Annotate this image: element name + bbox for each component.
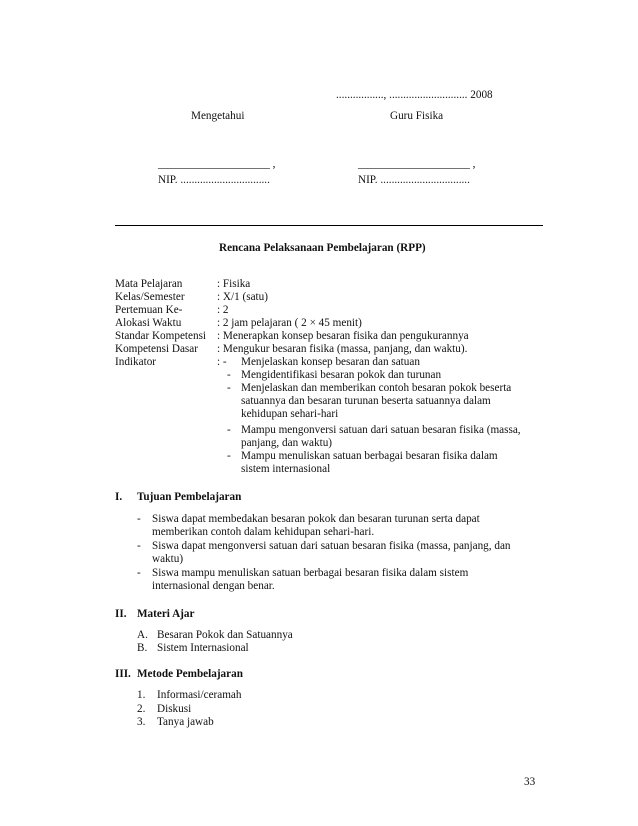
info-value: : Menerapkan konsep besaran fisika dan pengukurannya [217, 330, 469, 342]
info-label: Kelas/Semester [115, 291, 185, 303]
list-item: Menjelaskan dan memberikan contoh besaran pokok beserta [241, 382, 512, 394]
list-item: Menjelaskan konsep besaran dan satuan [241, 356, 420, 368]
list-item: Informasi/ceramah [157, 689, 242, 701]
list-item: Siswa dapat membedakan besaran pokok dan besaran turunan serta dapat [152, 513, 480, 525]
info-label: Mata Pelajaran [115, 278, 183, 290]
list-marker: 2. [137, 703, 146, 715]
list-item: Besaran Pokok dan Satuannya [157, 629, 293, 641]
section-number: I. [115, 491, 123, 503]
list-item-cont: sistem internasional [241, 463, 331, 475]
info-label: Pertemuan Ke- [115, 304, 183, 316]
right-signature-line: ____________________ , [358, 158, 476, 170]
list-item-cont: satuannya dan besaran turunan beserta satuannya dalam [241, 395, 491, 407]
list-item-cont: memberikan contoh dalam kehidupan sehari-hari. [152, 526, 375, 538]
list-item-cont: waktu) [152, 553, 184, 565]
list-dash: - [137, 567, 141, 579]
section-number: II. [115, 608, 127, 620]
info-value: : Mengukur besaran fisika (massa, panjang, dan waktu). [217, 343, 468, 355]
list-marker: 3. [137, 716, 146, 728]
info-label: Standar Kompetensi [115, 330, 207, 342]
page-number: 33 [524, 776, 536, 788]
info-label: Indikator [115, 356, 157, 368]
info-value: : 2 [217, 304, 229, 316]
section-title: Tujuan Pembelajaran [137, 491, 242, 503]
list-dash: - [227, 382, 231, 394]
section-number: III. [115, 668, 131, 680]
list-item: Mengidentifikasi besaran pokok dan turunan [241, 369, 442, 381]
info-value: : - [217, 356, 227, 368]
list-item: Siswa dapat mengonversi satuan dari satuan besaran fisika (massa, panjang, dan [152, 540, 511, 552]
left-signature-title: Mengetahui [191, 110, 245, 122]
document-title: Rencana Pelaksanaan Pembelajaran (RPP) [219, 242, 426, 254]
info-label: Alokasi Waktu [115, 317, 182, 329]
section-title: Materi Ajar [137, 608, 195, 620]
list-item: Diskusi [157, 703, 192, 715]
list-item: Siswa mampu menuliskan satuan berbagai besaran fisika dalam sistem [152, 567, 469, 579]
info-value: : 2 jam pelajaran ( 2 × 45 menit) [217, 317, 362, 329]
list-dash: - [137, 513, 141, 525]
list-item: Mampu menuliskan satuan berbagai besaran fisika dalam [241, 450, 498, 462]
list-dash: - [227, 450, 231, 462]
left-signature-line: ____________________ , [158, 158, 276, 170]
info-value: : X/1 (satu) [217, 291, 268, 303]
list-marker: B. [137, 642, 148, 654]
date-line: ................., ............................ 2008 [336, 89, 493, 101]
list-item-cont: panjang, dan waktu) [241, 437, 333, 449]
list-item-cont: internasional dengan benar. [152, 580, 275, 592]
list-item-cont: kehidupan sehari-hari [241, 408, 339, 420]
right-signature-title: Guru Fisika [390, 110, 444, 122]
info-label: Kompetensi Dasar [115, 343, 198, 355]
left-nip: NIP. ................................ [158, 174, 270, 186]
list-marker: A. [137, 629, 148, 641]
list-dash: - [227, 424, 231, 436]
section-title: Metode Pembelajaran [137, 668, 243, 680]
list-marker: 1. [137, 689, 146, 701]
info-value: : Fisika [217, 278, 251, 290]
list-item: Mampu mengonversi satuan dari satuan besaran fisika (massa, [241, 424, 521, 436]
list-item: Tanya jawab [157, 716, 214, 728]
list-dash: - [137, 540, 141, 552]
right-nip: NIP. ................................ [358, 174, 470, 186]
list-dash: - [227, 369, 231, 381]
list-item: Sistem Internasional [157, 642, 249, 654]
divider-line [115, 225, 543, 226]
